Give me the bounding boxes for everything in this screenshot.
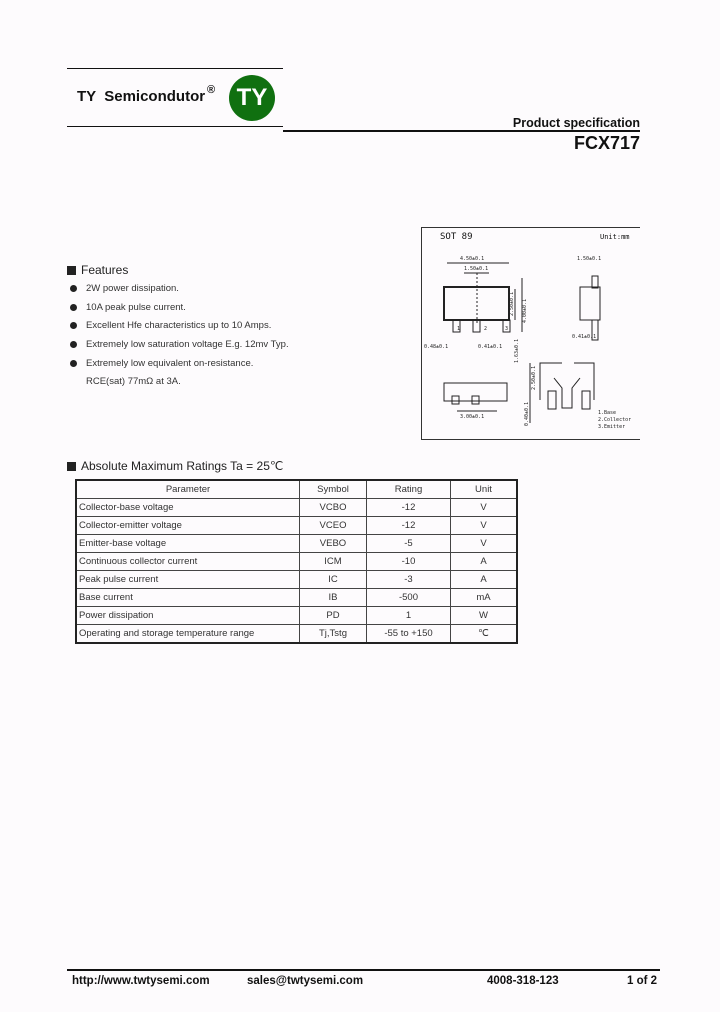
unit-cell: mA	[451, 589, 518, 607]
footer-email: sales@twtysemi.com	[247, 975, 364, 987]
symbol-cell: ICM	[300, 553, 367, 571]
unit-cell: W	[451, 607, 518, 625]
pin-label: 1	[457, 326, 461, 332]
features-heading	[67, 263, 128, 277]
rating-cell: -5	[367, 535, 451, 553]
package-drawing	[421, 227, 640, 440]
dim-label: 0.48±0.1	[424, 344, 449, 350]
symbol-cell: Tj,Tstg	[300, 625, 367, 644]
doc-type: Product specification	[512, 116, 640, 130]
dim-label: 0.41±0.1	[478, 344, 503, 350]
package-name: SOT 89	[440, 232, 473, 242]
footer-page-number: 1 of 2	[627, 975, 658, 987]
parameter-cell: Collector-emitter voltage	[76, 517, 300, 535]
feature-item	[70, 283, 179, 294]
table-row	[76, 517, 517, 535]
unit-cell: A	[451, 553, 518, 571]
feature-text: Extremely low equivalent on-resistance.	[86, 358, 254, 369]
table-row	[76, 625, 517, 644]
dim-label: 0.40±0.1	[524, 401, 530, 426]
parameter-cell: Collector-base voltage	[76, 499, 300, 517]
footer-phone: 4008-318-123	[487, 975, 559, 987]
square-bullet-icon	[67, 462, 76, 471]
dim-label: 0.41±0.1	[572, 334, 597, 340]
dim-label: 3.00±0.1	[460, 414, 485, 420]
symbol-cell: VCBO	[300, 499, 367, 517]
symbol-cell: IC	[300, 571, 367, 589]
bullet-icon	[70, 360, 77, 367]
parameter-cell: Base current	[76, 589, 300, 607]
column-header: Parameter	[76, 480, 300, 499]
unit-cell: V	[451, 499, 518, 517]
feature-text: 2W power dissipation.	[86, 283, 179, 294]
ratings-table	[75, 479, 518, 644]
feature-text: Extremely low saturation voltage E.g. 12mv Typ.	[86, 339, 289, 350]
ratings-heading-text: Absolute Maximum Ratings Ta = 25℃	[81, 459, 284, 473]
registered-mark: ®	[207, 84, 216, 96]
column-header: Symbol	[300, 480, 367, 499]
pin-label: 3	[505, 326, 509, 332]
pin-legend: 1.Base	[598, 410, 617, 416]
table-row	[76, 571, 517, 589]
pin-legend: 2.Collector	[598, 417, 632, 423]
rating-cell: -12	[367, 517, 451, 535]
unit-cell: ℃	[451, 625, 518, 644]
unit-cell: V	[451, 517, 518, 535]
feature-item	[70, 339, 289, 350]
pin-legend: 3.Emitter	[598, 424, 626, 430]
company-logo: TY	[229, 75, 275, 121]
table-row	[76, 607, 517, 625]
package-unit: Unit:mm	[600, 233, 630, 241]
bullet-icon	[70, 304, 77, 311]
feature-item	[70, 320, 271, 331]
rating-cell: -10	[367, 553, 451, 571]
parameter-cell: Power dissipation	[76, 607, 300, 625]
feature-text: 10A peak pulse current.	[86, 302, 186, 313]
feature-item	[70, 358, 253, 369]
table-header-row	[76, 480, 517, 499]
dim-label: 4.00±0.1	[522, 298, 528, 323]
bullet-icon	[70, 341, 77, 348]
parameter-cell: Operating and storage temperature range	[76, 625, 300, 644]
symbol-cell: IB	[300, 589, 367, 607]
column-header: Rating	[367, 480, 451, 499]
bullet-icon	[70, 285, 77, 292]
dim-label: 2.50±0.1	[509, 291, 515, 316]
parameter-cell: Peak pulse current	[76, 571, 300, 589]
header-rule-thick	[283, 130, 640, 132]
table-row	[76, 499, 517, 517]
features-heading-text: Features	[81, 263, 129, 277]
parameter-cell: Emitter-base voltage	[76, 535, 300, 553]
rating-cell: -12	[367, 499, 451, 517]
table-row	[76, 589, 517, 607]
rating-cell: -500	[367, 589, 451, 607]
feature-item	[70, 302, 186, 313]
symbol-cell: VCEO	[300, 517, 367, 535]
dim-label: 1.50±0.1	[464, 266, 489, 272]
square-bullet-icon	[67, 266, 76, 275]
dim-label: 1.50±0.1	[577, 256, 602, 262]
symbol-cell: VEBO	[300, 535, 367, 553]
feature-note: RCE(sat) 77mΩ at 3A.	[86, 376, 181, 387]
unit-cell: A	[451, 571, 518, 589]
company-name: TY Semicondutor	[77, 88, 206, 105]
table-row	[76, 535, 517, 553]
parameter-cell: Continuous collector current	[76, 553, 300, 571]
dim-label: 1.63±0.1	[514, 338, 520, 363]
rating-cell: -3	[367, 571, 451, 589]
part-number: FCX717	[573, 133, 640, 153]
column-header: Unit	[451, 480, 518, 499]
header-rule-top	[67, 68, 283, 69]
unit-cell: V	[451, 535, 518, 553]
header-rule-bottom	[67, 126, 283, 127]
pin-label: 2	[484, 326, 488, 332]
rating-cell: 1	[367, 607, 451, 625]
table-row	[76, 553, 517, 571]
footer-website: http://www.twtysemi.com	[72, 975, 210, 987]
ratings-heading	[67, 459, 283, 473]
symbol-cell: PD	[300, 607, 367, 625]
package-outline-icon	[422, 228, 641, 441]
dim-label: 4.50±0.1	[460, 256, 485, 262]
bullet-icon	[70, 322, 77, 329]
feature-text: Excellent Hfe characteristics up to 10 Amps.	[86, 320, 272, 331]
dim-label: 2.50±0.1	[531, 365, 537, 390]
footer-rule	[67, 969, 660, 971]
rating-cell: -55 to +150	[367, 625, 451, 644]
